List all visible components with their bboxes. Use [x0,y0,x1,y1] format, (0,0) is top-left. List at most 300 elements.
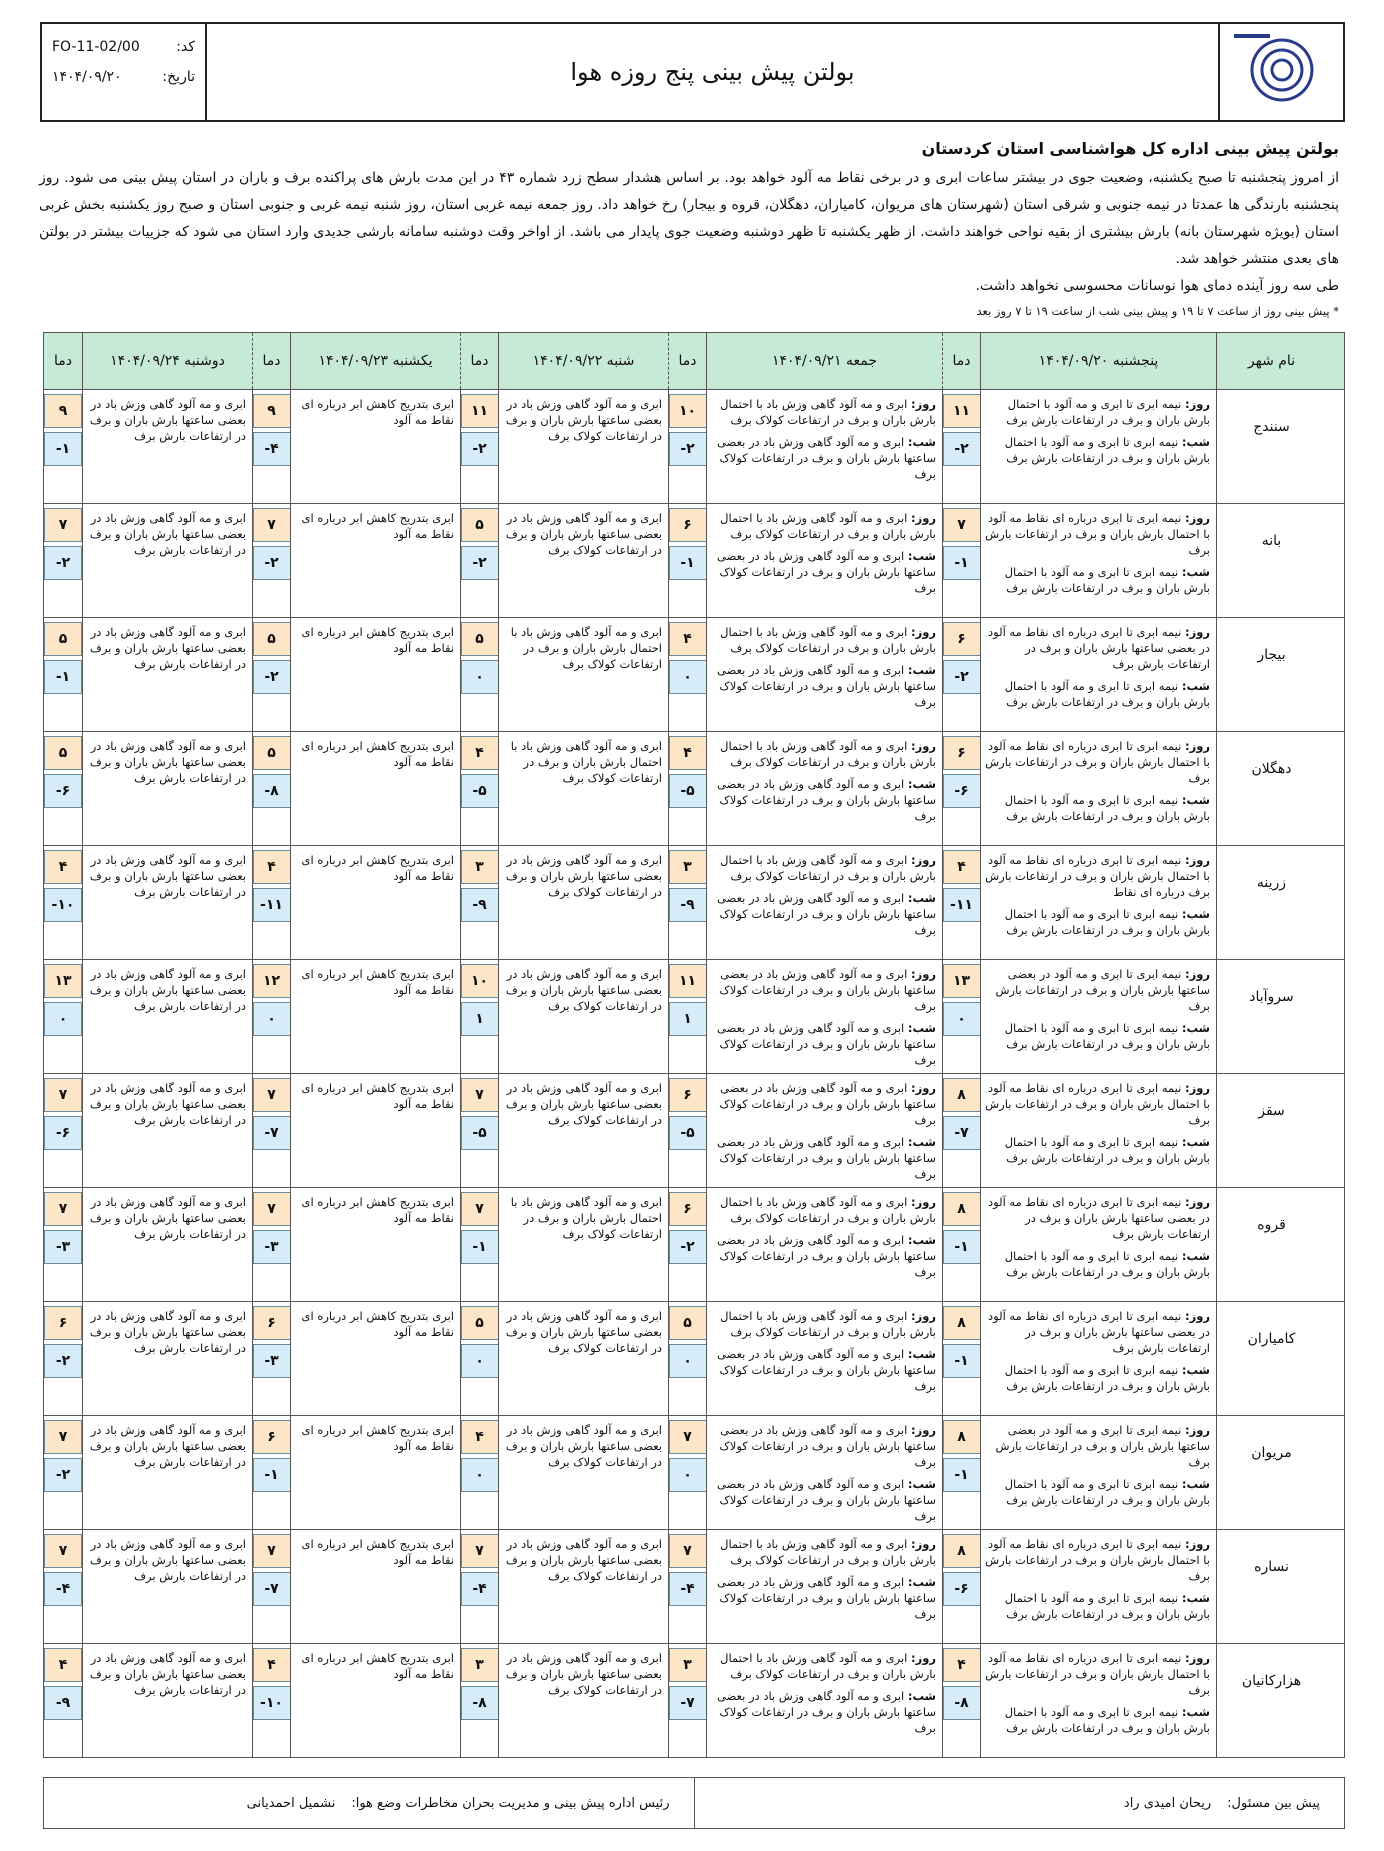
max-temp: ۶ [253,1420,291,1454]
min-temp: -۷ [943,1116,981,1150]
min-temp: -۲ [943,660,981,694]
min-temp: -۹ [44,1686,82,1720]
night-text: ابری و مه آلود گاهی وزش باد در بعضی ساعتها بارش باران و برف در ارتفاعات کولاک برف [717,1021,936,1067]
min-temp: -۲ [669,432,707,466]
forecast-cell-5 [82,618,252,731]
day-forecast [711,396,936,428]
forecast-day-night [981,390,1216,466]
max-temp: ۶ [44,1306,82,1340]
forecast-text: ابری و مه آلود گاهی وزش باد در بعضی ساعتها بارش باران و برف در ارتفاعات کولاک برف [505,397,662,443]
night-label: شب: [1181,435,1210,449]
night-forecast [985,792,1210,824]
temp-header-5: دما [54,353,72,369]
temp-cell-1 [942,618,980,731]
min-temp: ۰ [943,1002,981,1036]
forecast-text: ابری و مه آلود گاهی وزش باد در بعضی ساعتها بارش باران و برف در ارتفاعات کولاک برف [505,1081,662,1127]
code-label: کد: [176,39,195,55]
forecast-text: ابری و مه آلود گاهی وزش باد در بعضی ساعتها بارش باران و برف در ارتفاعات بارش برف [89,397,246,443]
temp-cell-2 [668,1188,706,1301]
forecast-cell-5 [82,1302,252,1415]
date-label: تاریخ: [162,69,195,85]
table-row [43,1302,1345,1416]
night-text: ابری و مه آلود گاهی وزش باد در بعضی ساعتها بارش باران و برف در ارتفاعات کولاک برف [717,891,936,937]
forecast-cell-4 [290,1302,460,1415]
temp-header-3: دما [460,333,498,389]
night-text: ابری و مه آلود گاهی وزش باد در بعضی ساعتها بارش باران و برف در ارتفاعات کولاک برف [717,663,936,709]
min-temp: -۴ [44,1572,82,1606]
night-forecast [711,1476,936,1524]
temp-cell-1 [942,960,980,1073]
temp-cell-5 [44,618,82,731]
min-temp: -۲ [461,432,499,466]
max-temp: ۴ [461,736,499,770]
night-forecast [711,1134,936,1182]
day-label: روز: [911,739,936,753]
night-label: شب: [1181,1591,1210,1605]
night-forecast [711,1574,936,1622]
night-text: ابری و مه آلود گاهی وزش باد در بعضی ساعتها بارش باران و برف در ارتفاعات کولاک برف [717,1477,936,1523]
night-label: شب: [907,549,936,563]
max-temp: ۵ [461,622,499,656]
min-temp: ۱ [669,1002,707,1036]
min-temp: -۵ [669,774,707,808]
day-label: روز: [911,511,936,525]
logo-icon [1232,32,1332,112]
temp-cell-1 [942,504,980,617]
temp-cell-5 [44,1644,82,1757]
day-text: ابری و مه آلود گاهی وزش باد با احتمال بارش باران و برف در ارتفاعات کولاک برف [720,397,936,427]
bulletin-summary [39,165,1339,300]
max-temp: ۴ [461,1420,499,1454]
forecast-text: ابری و مه آلود گاهی وزش باد در بعضی ساعتها بارش باران و برف در ارتفاعات بارش برف [89,1195,246,1241]
forecast-text: ابری بتدریج کاهش ابر درباره ای نقاط مه آلود [301,739,454,769]
max-temp: ۸ [943,1078,981,1112]
night-forecast [985,1362,1210,1394]
forecaster-label: پیش بین مسئول: [1227,1795,1320,1811]
forecast-day-night [981,618,1216,710]
day-label: روز: [911,1423,936,1437]
temp-cell-4 [252,1416,290,1529]
max-temp: ۹ [44,394,82,428]
temp-cell-4 [252,732,290,845]
temp-cell-4 [252,1188,290,1301]
max-temp: ۸ [943,1306,981,1340]
temp-cell-5 [44,1188,82,1301]
temp-cell-4 [252,618,290,731]
night-text: ابری و مه آلود گاهی وزش باد در بعضی ساعتها بارش باران و برف در ارتفاعات کولاک برف [717,549,936,595]
max-temp: ۴ [943,1648,981,1682]
forecast-day-night [981,1416,1216,1508]
forecast-cell-5 [82,1530,252,1643]
forecast-text: ابری و مه آلود گاهی وزش باد در بعضی ساعتها بارش باران و برف در ارتفاعات بارش برف [89,1309,246,1355]
forecast-cell-4 [290,1074,460,1187]
min-temp: -۲ [943,432,981,466]
forecast-text: ابری و مه آلود گاهی وزش باد در بعضی ساعتها بارش باران و برف در ارتفاعات بارش برف [89,1537,246,1583]
forecast-cell-2 [706,504,942,617]
head-cell [44,1778,695,1828]
day-text: نیمه ابری تا ابری درباره ای نقاط مه آلود با احتمال بارش باران و برف در ارتفاعات بارش برف [985,739,1210,785]
day-text: نیمه ابری تا ابری و مه آلود در بعضی ساعتها بارش باران و برف در ارتفاعات بارش برف [995,1423,1210,1469]
day-text: نیمه ابری تا ابری درباره ای نقاط مه آلود در بعضی ساعتها بارش باران و برف در ارتفاعات بارش برف [988,1309,1210,1355]
max-temp: ۸ [943,1420,981,1454]
night-label: شب: [1181,907,1210,921]
forecast-day-night [707,846,942,938]
min-temp: -۲ [44,1344,82,1378]
temp-cell-5 [44,846,82,959]
city-name: سقز [1216,1074,1326,1187]
table-row [43,1074,1345,1188]
night-label: شب: [907,1233,936,1247]
night-text: نیمه ابری تا ابری و مه آلود با احتمال بارش باران و برف در ارتفاعات بارش برف [1004,907,1210,937]
max-temp: ۷ [461,1192,499,1226]
night-text: نیمه ابری تا ابری و مه آلود با احتمال بارش باران و برف در ارتفاعات بارش برف [1004,679,1210,709]
forecast-cell-1 [980,960,1216,1073]
forecast-cell-3 [498,618,668,731]
forecast-cell-5 [82,1416,252,1529]
day-forecast [985,1536,1210,1584]
table-row [43,960,1345,1074]
table-row [43,504,1345,618]
night-label: شب: [907,1135,936,1149]
min-temp: -۸ [943,1686,981,1720]
min-temp: -۴ [253,432,291,466]
night-label: شب: [907,1477,936,1491]
forecast-text: ابری و مه آلود گاهی وزش باد در بعضی ساعتها بارش باران و برف در ارتفاعات کولاک برف [505,511,662,557]
forecast-cell-1 [980,1188,1216,1301]
temp-cell-1 [942,846,980,959]
max-temp: ۷ [461,1534,499,1568]
forecast-text: ابری بتدریج کاهش ابر درباره ای نقاط مه آلود [301,511,454,541]
day-label: روز: [911,397,936,411]
min-temp: -۹ [669,888,707,922]
min-temp: -۶ [44,1116,82,1150]
max-temp: ۵ [461,508,499,542]
day-label: روز: [1185,397,1210,411]
forecast-text: ابری و مه آلود گاهی وزش باد با احتمال بارش باران و برف در ارتفاعات کولاک برف [510,625,662,671]
day-label: روز: [1185,511,1210,525]
day-forecast [985,1194,1210,1242]
forecast-cell-4 [290,504,460,617]
day-forecast [985,738,1210,786]
forecast-text: ابری بتدریج کاهش ابر درباره ای نقاط مه آلود [301,1309,454,1339]
forecast-cell-3 [498,1644,668,1757]
city-name: هزارکانیان [1216,1644,1326,1757]
min-temp: -۵ [461,774,499,808]
day-forecast [711,1308,936,1340]
forecast-text: ابری و مه آلود گاهی وزش باد در بعضی ساعتها بارش باران و برف در ارتفاعات کولاک برف [505,1537,662,1583]
forecast-text: ابری و مه آلود گاهی وزش باد با احتمال بارش باران و برف در ارتفاعات کولاک برف [510,739,662,785]
table-body [43,390,1345,1758]
forecast-day-night [707,960,942,1068]
max-temp: ۱۱ [943,394,981,428]
min-temp: ۰ [669,1458,707,1492]
forecast-text: ابری بتدریج کاهش ابر درباره ای نقاط مه آلود [301,1651,454,1681]
temp-cell-2 [668,1530,706,1643]
day-forecast [711,852,936,884]
temp-cell-2 [668,618,706,731]
day-text: ابری و مه آلود گاهی وزش باد با احتمال بارش باران و برف در ارتفاعات کولاک برف [720,511,936,541]
min-temp: -۱ [44,432,82,466]
day-forecast [985,1080,1210,1128]
temp-header-4: دما [252,333,290,389]
night-label: شب: [907,1575,936,1589]
forecast-text: ابری و مه آلود گاهی وزش باد در بعضی ساعتها بارش باران و برف در ارتفاعات بارش برف [89,625,246,671]
city-name: قروه [1216,1188,1326,1301]
night-text: نیمه ابری تا ابری و مه آلود با احتمال بارش باران و برف در ارتفاعات بارش برف [1004,1135,1210,1165]
forecast-cell-1 [980,618,1216,731]
forecast-day-night [707,1530,942,1622]
day-label: روز: [1185,1195,1210,1209]
max-temp: ۵ [44,622,82,656]
day-forecast [985,1308,1210,1356]
forecast-cell-5 [82,390,252,503]
day-text: نیمه ابری تا ابری و مه آلود در بعضی ساعتها بارش باران و برف در ارتفاعات بارش برف [995,967,1210,1013]
day-text: ابری و مه آلود گاهی وزش باد با احتمال بارش باران و برف در ارتفاعات کولاک برف [720,1195,936,1225]
forecast-day-night [981,1074,1216,1166]
night-forecast [711,776,936,824]
day-text: ابری و مه آلود گاهی وزش باد با احتمال بارش باران و برف در ارتفاعات کولاک برف [720,1309,936,1339]
forecast-text: ابری بتدریج کاهش ابر درباره ای نقاط مه آلود [301,967,454,997]
max-temp: ۷ [253,1078,291,1112]
forecast-text: ابری و مه آلود گاهی وزش باد در بعضی ساعتها بارش باران و برف در ارتفاعات کولاک برف [505,853,662,899]
day-text: ابری و مه آلود گاهی وزش باد با احتمال بارش باران و برف در ارتفاعات کولاک برف [720,739,936,769]
forecast-cell-2 [706,1302,942,1415]
max-temp: ۶ [669,508,707,542]
day-forecast [711,1080,936,1128]
temp-cell-3 [460,846,498,959]
forecast-cell-3 [498,1074,668,1187]
day-label: روز: [1185,1423,1210,1437]
day-forecast [711,1422,936,1470]
forecast-day-night [707,1188,942,1280]
day-text: ابری و مه آلود گاهی وزش باد با احتمال بارش باران و برف در ارتفاعات کولاک برف [720,853,936,883]
forecast-day-night [707,1302,942,1394]
day-label: روز: [1185,1081,1210,1095]
max-temp: ۱۰ [461,964,499,998]
code-value: FO-11-02/00 [52,39,140,55]
forecast-cell-4 [290,1416,460,1529]
forecast-table [43,332,1345,1758]
max-temp: ۳ [461,850,499,884]
forecast-day-night [981,960,1216,1052]
day-forecast [985,1650,1210,1698]
temp-cell-5 [44,390,82,503]
max-temp: ۴ [943,850,981,884]
min-temp: -۱ [943,1230,981,1264]
table-header-row [43,332,1345,390]
forecast-cell-5 [82,846,252,959]
night-label: شب: [1181,679,1210,693]
forecast-cell-3 [498,1302,668,1415]
min-temp: -۷ [669,1686,707,1720]
day-forecast [711,1650,936,1682]
night-label: شب: [1181,1477,1210,1491]
min-temp: -۲ [253,660,291,694]
city-name: زرینه [1216,846,1326,959]
table-row [43,1644,1345,1758]
forecast-text: ابری و مه آلود گاهی وزش باد در بعضی ساعتها بارش باران و برف در ارتفاعات بارش برف [89,739,246,785]
day-text: ابری و مه آلود گاهی وزش باد در بعضی ساعتها بارش باران و برف در ارتفاعات کولاک برف [719,967,936,1013]
forecast-day-night [707,618,942,710]
table-row [43,1188,1345,1302]
temp-cell-2 [668,1416,706,1529]
min-temp: -۲ [461,546,499,580]
night-text: نیمه ابری تا ابری و مه آلود با احتمال بارش باران و برف در ارتفاعات بارش برف [1004,1591,1210,1621]
night-text: نیمه ابری تا ابری و مه آلود با احتمال بارش باران و برف در ارتفاعات بارش برف [1004,1705,1210,1735]
forecast-text: ابری بتدریج کاهش ابر درباره ای نقاط مه آلود [301,853,454,883]
night-forecast [985,1248,1210,1280]
city-name: بانه [1216,504,1326,617]
day-forecast [711,510,936,542]
day-label: روز: [911,1651,936,1665]
max-temp: ۳ [669,1648,707,1682]
date-value: ۱۴۰۴/۰۹/۲۰ [52,69,122,85]
night-label: شب: [907,1021,936,1035]
temp-cell-1 [942,390,980,503]
night-text: ابری و مه آلود گاهی وزش باد در بعضی ساعتها بارش باران و برف در ارتفاعات کولاک برف [717,1689,936,1735]
forecast-text: ابری بتدریج کاهش ابر درباره ای نقاط مه آلود [301,397,454,427]
signature-footer [43,1777,1345,1829]
forecast-cell-5 [82,1188,252,1301]
night-text: نیمه ابری تا ابری و مه آلود با احتمال بارش باران و برف در ارتفاعات بارش برف [1004,1249,1210,1279]
temp-cell-2 [668,1302,706,1415]
temp-cell-2 [668,732,706,845]
forecast-day-night [981,1302,1216,1394]
min-temp: ۰ [253,1002,291,1036]
night-label: شب: [1181,565,1210,579]
day-text: نیمه ابری تا ابری درباره ای نقاط مه آلود با احتمال بارش باران و برف در ارتفاعات بارش برف [985,1537,1210,1583]
min-temp: -۴ [461,1572,499,1606]
temp-cell-3 [460,1074,498,1187]
night-forecast [985,1476,1210,1508]
forecast-text: ابری و مه آلود گاهی وزش باد در بعضی ساعتها بارش باران و برف در ارتفاعات بارش برف [89,967,246,1013]
min-temp: -۱۱ [943,888,981,922]
min-temp: -۸ [253,774,291,808]
day-text: نیمه ابری تا ابری درباره ای نقاط مه آلود با احتمال بارش باران و برف در ارتفاعات بارش برف [985,1651,1210,1697]
forecast-day-night [981,846,1216,938]
day-forecast [711,624,936,656]
min-temp: -۶ [44,774,82,808]
day-text: نیمه ابری تا ابری درباره ای نقاط مه آلود با احتمال بارش باران و برف در ارتفاعات بارش برف درباره ای نقاط [985,853,1210,899]
forecast-cell-4 [290,960,460,1073]
night-label: شب: [1181,1705,1210,1719]
forecast-cell-2 [706,618,942,731]
night-label: شب: [1181,1135,1210,1149]
min-temp: -۱ [669,546,707,580]
max-temp: ۷ [44,1192,82,1226]
forecast-text: ابری و مه آلود گاهی وزش باد در بعضی ساعتها بارش باران و برف در ارتفاعات کولاک برف [505,1651,662,1697]
night-label: شب: [907,1347,936,1361]
city-name: نساره [1216,1530,1326,1643]
max-temp: ۷ [253,1534,291,1568]
max-temp: ۵ [669,1306,707,1340]
forecast-cell-5 [82,960,252,1073]
forecast-day-night [707,1416,942,1524]
night-forecast [711,1346,936,1394]
forecast-cell-1 [980,1530,1216,1643]
forecast-cell-3 [498,732,668,845]
min-temp: ۰ [461,1344,499,1378]
min-temp: -۱ [943,546,981,580]
forecast-text: ابری و مه آلود گاهی وزش باد در بعضی ساعتها بارش باران و برف در ارتفاعات بارش برف [89,1423,246,1469]
day-label: روز: [911,1537,936,1551]
forecast-cell-4 [290,1644,460,1757]
forecast-text: ابری بتدریج کاهش ابر درباره ای نقاط مه آلود [301,625,454,655]
max-temp: ۵ [44,736,82,770]
temp-cell-2 [668,1644,706,1757]
night-text: ابری و مه آلود گاهی وزش باد در بعضی ساعتها بارش باران و برف در ارتفاعات کولاک برف [717,1135,936,1181]
night-forecast [711,1688,936,1736]
min-temp: ۰ [669,660,707,694]
min-temp: -۶ [943,1572,981,1606]
day-label: روز: [1185,853,1210,867]
temp-cell-3 [460,1644,498,1757]
day-text: نیمه ابری تا ابری درباره ای نقاط مه آلود با احتمال بارش باران و برف در ارتفاعات بارش برف [985,1081,1210,1127]
day-forecast [985,1422,1210,1470]
night-text: نیمه ابری تا ابری و مه آلود با احتمال بارش باران و برف در ارتفاعات بارش برف [1004,1021,1210,1051]
min-temp: -۹ [461,888,499,922]
temp-cell-5 [44,1074,82,1187]
city-name: سنندج [1216,390,1326,503]
day-text: ابری و مه آلود گاهی وزش باد با احتمال بارش باران و برف در ارتفاعات کولاک برف [720,1651,936,1681]
night-label: شب: [907,663,936,677]
max-temp: ۵ [253,622,291,656]
forecast-cell-2 [706,732,942,845]
night-forecast [985,434,1210,466]
day-forecast [985,966,1210,1014]
table-row [43,1416,1345,1530]
temp-cell-3 [460,1188,498,1301]
night-text: نیمه ابری تا ابری و مه آلود با احتمال بارش باران و برف در ارتفاعات بارش برف [1004,1477,1210,1507]
night-forecast [711,1020,936,1068]
max-temp: ۶ [253,1306,291,1340]
min-temp: -۶ [943,774,981,808]
max-temp: ۹ [253,394,291,428]
forecast-cell-3 [498,846,668,959]
forecast-cell-5 [82,1644,252,1757]
min-temp: ۱ [461,1002,499,1036]
forecast-cell-4 [290,390,460,503]
max-temp: ۷ [44,1534,82,1568]
table-row [43,390,1345,504]
forecast-day-night [707,1644,942,1736]
min-temp: -۲ [44,546,82,580]
night-text: ابری و مه آلود گاهی وزش باد در بعضی ساعتها بارش باران و برف در ارتفاعات کولاک برف [717,435,936,481]
max-temp: ۶ [943,736,981,770]
max-temp: ۳ [461,1648,499,1682]
temp-cell-3 [460,618,498,731]
min-temp: -۱۱ [253,888,291,922]
page-title: بولتن پیش بینی پنج روزه هوا [570,58,855,86]
day-label: روز: [911,625,936,639]
day-label: روز: [911,967,936,981]
forecast-cell-1 [980,846,1216,959]
min-temp: -۷ [253,1572,291,1606]
min-temp: -۴ [669,1572,707,1606]
day-label: روز: [911,1195,936,1209]
temp-cell-5 [44,732,82,845]
day-header-4: یکشنبه ۱۴۰۴/۰۹/۲۳ [290,333,460,389]
city-name: سروآباد [1216,960,1326,1073]
min-temp: -۱۰ [44,888,82,922]
forecast-text: ابری بتدریج کاهش ابر درباره ای نقاط مه آلود [301,1423,454,1453]
forecast-cell-2 [706,1416,942,1529]
min-temp: -۱ [44,660,82,694]
day-forecast [985,396,1210,428]
forecast-text: ابری بتدریج کاهش ابر درباره ای نقاط مه آلود [301,1195,454,1225]
min-temp: ۰ [44,1002,82,1036]
forecast-cell-5 [82,1074,252,1187]
